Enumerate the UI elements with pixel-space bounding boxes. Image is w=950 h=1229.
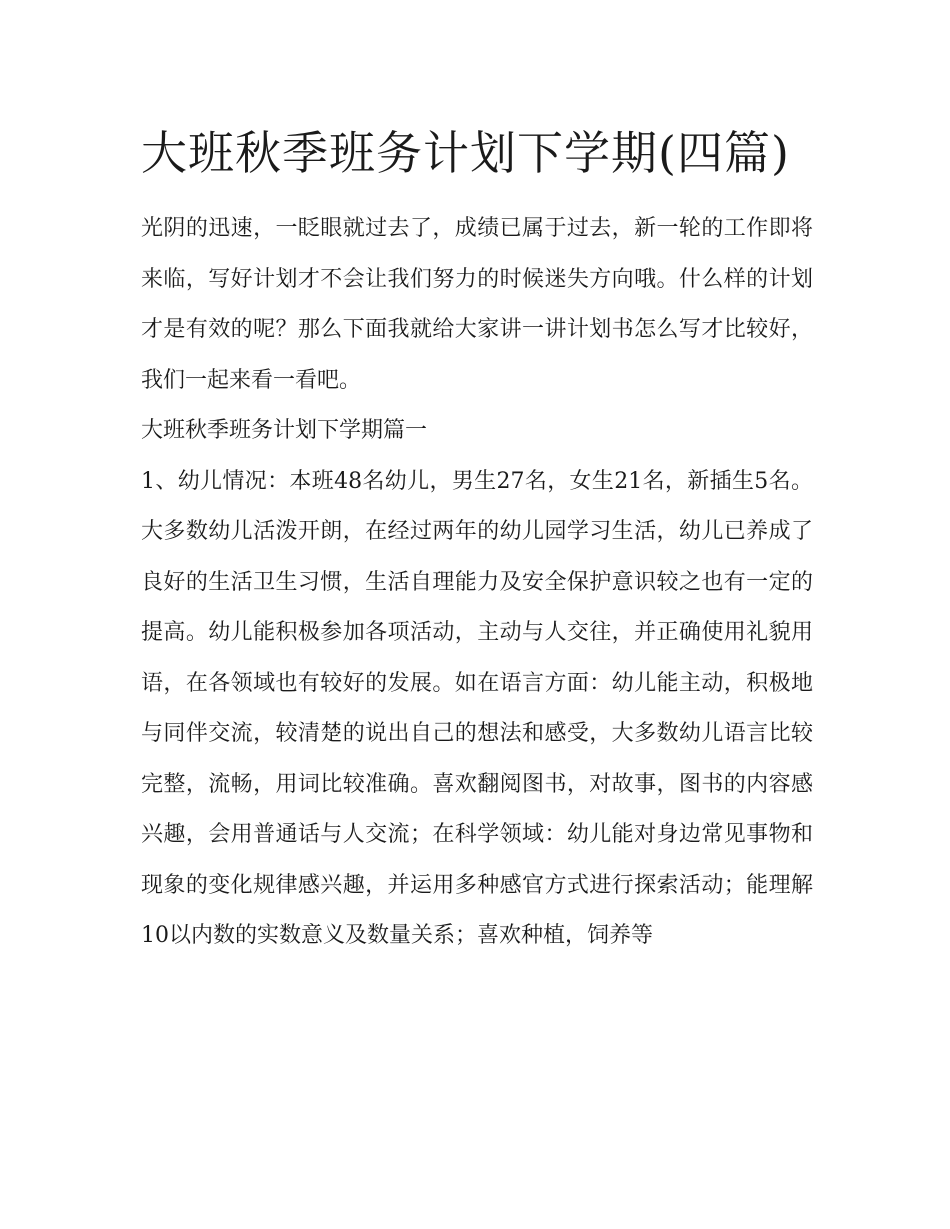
intro-paragraph: 光阴的迅速，一眨眼就过去了，成绩已属于过去，新一轮的工作即将来临，写好计划才不会让我们努力的时候迷失方向哦。什么样的计划才是有效的呢？那么下面我就给大家讲一讲计划书怎么写才比较好，我们一起来看一看吧。: [141, 216, 813, 393]
section-body-paragraph: 1、幼儿情况：本班48名幼儿，男生27名，女生21名，新插生5名。大多数幼儿活泼开朗，在经过两年的幼儿园学习生活，幼儿已养成了良好的生活卫生习惯，生活自理能力及安全保护意识较之也有一定的提高。幼儿能积极参加各项活动，主动与人交往，并正确使用礼貌用语，在各领域也有较好的发展。如在语言方面：幼儿能主动，积极地与同伴交流，较清楚的说出自己的想法和感受，大多数幼儿语言比较完整，流畅，用词比较准确。喜欢翻阅图书，对故事，图书的内容感兴趣，会用普通话与人交流；在科学领域：幼儿能对身边常见事物和现象的变化规律感兴趣，并运用多种感官方式进行探索活动；能理解10以内数的实数意义及数量关系；喜欢种植，饲养等: [141, 468, 813, 948]
document-title: 大班秋季班务计划下学期(四篇): [141, 126, 790, 180]
document-page: [141, 112, 813, 962]
section-heading: 大班秋季班务计划下学期篇一: [141, 418, 428, 443]
